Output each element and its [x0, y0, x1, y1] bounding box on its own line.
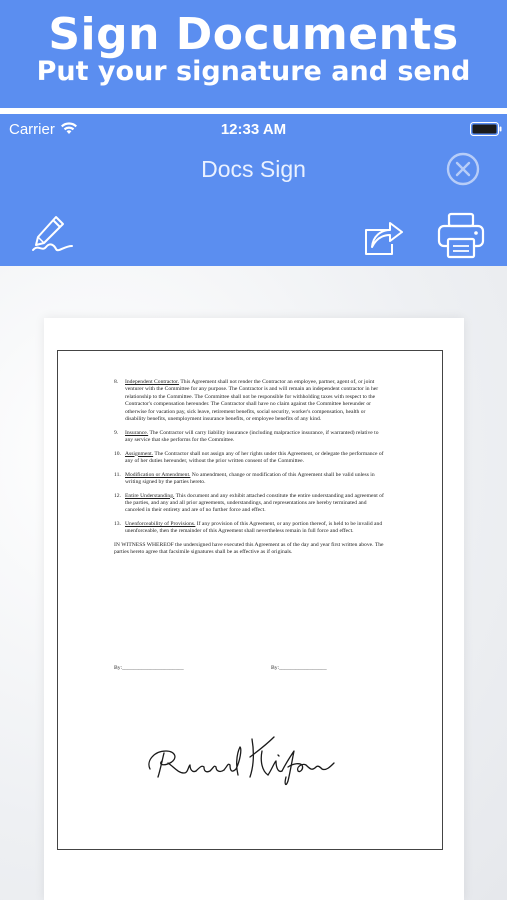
clause-heading: Assignment. — [125, 450, 154, 457]
clause-text: No amendment, change or modification of this Agreement shall be valid unless in writing signed by the parties hereto. — [125, 471, 375, 486]
clause-text: If any provision of this Agreement, or any portion thereof, is held to be invalid and unenforceable, then the remainder of this Agreement shall nevertheless remain in full force and effect. — [125, 521, 383, 535]
clause-number: 8. — [114, 379, 119, 385]
battery-icon — [470, 122, 502, 136]
clause-heading: Independent Contractor. — [125, 379, 180, 385]
document-text — [114, 379, 384, 557]
clause-text: The Contractor will carry liability insurance (including malpractice insurance, if warranted) relative to any service that she performs for the Committee. — [125, 429, 379, 444]
clause-text: This Agreement shall not render the Contractor an employee, partner, agent of, or joint venturer with the Committee for any purpose. The Contractor is and will remain an independent contractor in her relationship to the Committee. The Committee shall not be responsible for withholding taxes with respect to the Contractor's compensation hereunder. The Contractor shall have no claim against the Committee hereunder or otherwise for vacation pay, sick leave, retirement benefits, social security, worker's compensation, health or disability benefits, unemployment insurance benefits, or employee benefits of any kind. — [125, 379, 379, 423]
signature-line-2: By:_________________ — [271, 665, 327, 671]
status-bar — [0, 114, 507, 144]
clause-number: 11. — [114, 471, 121, 478]
clause-text: The Contractor shall not assign any of her rights under this Agreement, or delegate the performance of any of her duties hereunder, without the prior written consent of the Committee. — [125, 450, 384, 465]
witness-paragraph: IN WITNESS WHEREOF the undersigned have executed this Agreement as of the day and year first written above. The parties hereto agree that facsimile signatures shall be as effective as if originals. — [114, 542, 384, 556]
clause-heading: Entire Understanding. — [125, 492, 175, 499]
clause — [114, 451, 384, 466]
clause-text: This document and any exhibit attached constitute the entire understanding and agreement of the parties, and any and all prior agreements, understandings, and representations are hereby terminated and canceled in their entirety and are of no further force and effect. — [125, 492, 384, 514]
share-arrow-icon[interactable] — [362, 216, 404, 256]
signature-pen-icon[interactable] — [30, 212, 74, 254]
clause-number: 9. — [114, 429, 119, 436]
printer-icon[interactable] — [436, 210, 486, 260]
clause — [114, 472, 384, 487]
document-page — [44, 318, 464, 900]
clause-number: 12. — [114, 492, 121, 499]
promo-subtitle: Put your signature and send — [36, 56, 471, 87]
status-time: 12:33 AM — [220, 121, 287, 138]
carrier-label: Carrier — [9, 121, 55, 138]
nav-title: Docs Sign — [201, 156, 306, 182]
app-header — [0, 114, 507, 266]
clause-number: 10. — [114, 450, 121, 457]
clause-number: 13. — [114, 521, 121, 528]
clause — [114, 379, 384, 423]
signature-line-1: By:______________________ — [114, 665, 184, 671]
clause-heading: Modification or Amendment. — [125, 471, 191, 478]
clause-heading: Insurance. — [125, 429, 149, 436]
document-frame — [57, 350, 443, 850]
clause — [114, 493, 384, 515]
handwritten-signature — [144, 721, 344, 791]
promo-banner — [0, 0, 507, 108]
document-canvas — [0, 266, 507, 900]
promo-title: Sign Documents — [48, 9, 459, 60]
clause — [114, 430, 384, 445]
close-icon[interactable] — [446, 152, 480, 186]
clause-heading: Unenforceability of Provisions. — [125, 521, 196, 528]
clause — [114, 521, 384, 536]
